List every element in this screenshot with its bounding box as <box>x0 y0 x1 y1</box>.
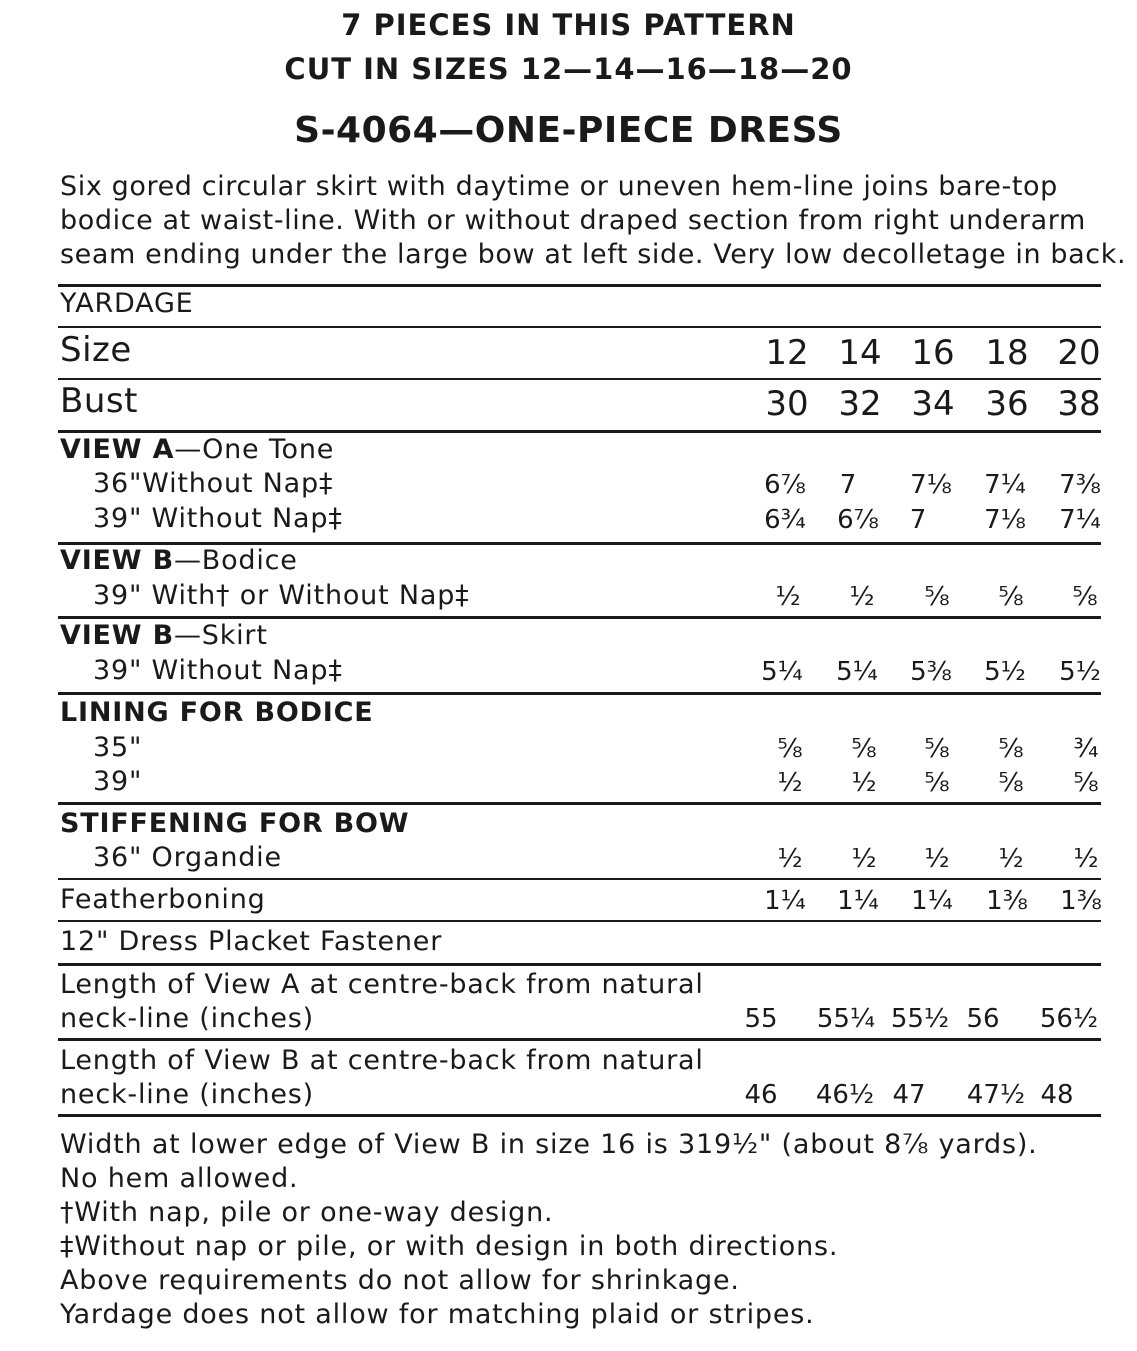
yardage-value: 7¼ <box>984 470 1026 500</box>
length-value: 47½ <box>966 1080 1026 1110</box>
yardage-value: 7⅛ <box>910 470 952 500</box>
yardage-value: 7¼ <box>1059 505 1101 535</box>
description-line: seam ending under the large bow at left side. Very low decolletage in back. <box>60 239 1127 270</box>
footnote-line: Above requirements do not allow for shrinkage. <box>60 1265 740 1296</box>
yardage-value: ½ <box>924 844 950 874</box>
yardage-value: ½ <box>849 582 875 612</box>
yardage-value: ⅝ <box>1072 582 1098 612</box>
featherboning-label: Featherboning <box>60 884 266 915</box>
divider <box>58 920 1101 922</box>
yardage-label: YARDAGE <box>60 288 194 319</box>
stiffening-title: STIFFENING FOR BOW <box>60 808 410 839</box>
yardage-value: 6⅞ <box>837 505 879 535</box>
yardage-value: ½ <box>775 582 801 612</box>
footnote-line: Yardage does not allow for matching plaid or stripes. <box>60 1299 815 1330</box>
stiffening-row-label: 36" Organdie <box>93 842 282 873</box>
footnote-line: ‡Without nap or pile, or with design in both directions. <box>60 1231 839 1262</box>
description-line: Six gored circular skirt with daytime or uneven hem-line joins bare-top <box>60 171 1058 202</box>
yardage-value: 7⅛ <box>984 505 1026 535</box>
size-label: Size <box>60 330 132 370</box>
yardage-value: ⅝ <box>924 582 950 612</box>
footnote-line: No hem allowed. <box>60 1163 299 1194</box>
length-value: 47 <box>892 1080 926 1110</box>
yardage-value: 6¾ <box>764 505 806 535</box>
length-value: 55¼ <box>816 1004 876 1034</box>
view-b-title: VIEW B <box>60 545 174 576</box>
length-value: 56½ <box>1039 1004 1099 1034</box>
lining-row-label: 35" <box>93 732 143 763</box>
footnote-line: Width at lower edge of View B in size 16 is 319½" (about 8⅞ yards). <box>60 1129 1038 1160</box>
yardage-value: 7 <box>839 470 857 500</box>
view-a-row-label: 39" Without Nap‡ <box>93 503 343 534</box>
size-value: 16 <box>911 333 955 373</box>
view-b-subtitle: —Skirt <box>173 620 268 651</box>
divider <box>58 430 1101 433</box>
length-value: 48 <box>1040 1080 1074 1110</box>
divider <box>58 1114 1101 1117</box>
divider <box>58 326 1101 328</box>
lining-title: LINING FOR BODICE <box>60 697 374 728</box>
placket-label: 12" Dress Placket Fastener <box>60 926 443 957</box>
yardage-value: 6⅞ <box>764 470 806 500</box>
yardage-value: ⅝ <box>998 582 1024 612</box>
divider <box>58 802 1101 805</box>
yardage-value: ⅝ <box>998 768 1024 798</box>
footnotes <box>60 1128 1120 1332</box>
bust-value: 34 <box>911 384 955 424</box>
yardage-value: ⅝ <box>777 734 803 764</box>
divider <box>58 284 1101 287</box>
lining-row-label: 39" <box>93 766 143 797</box>
divider <box>58 963 1101 966</box>
length-value: 55½ <box>890 1004 950 1034</box>
yardage-value: 5¼ <box>761 657 803 687</box>
yardage-value: ¾ <box>1073 734 1099 764</box>
view-a-heading <box>60 434 334 465</box>
length-a-label-line2: neck-line (inches) <box>60 1003 314 1034</box>
length-value: 46½ <box>815 1080 875 1110</box>
stiffening-heading <box>60 808 409 839</box>
yardage-value: 5½ <box>1059 657 1101 687</box>
pattern-title: S-4064—ONE-PIECE DRESS <box>294 110 843 151</box>
view-b-subtitle: —Bodice <box>173 545 298 576</box>
view-a-subtitle: —One Tone <box>174 434 335 465</box>
lining-heading <box>60 697 374 728</box>
length-b-label-line2: neck-line (inches) <box>60 1079 314 1110</box>
bust-value: 38 <box>1057 384 1101 424</box>
yardage-value: ⅝ <box>924 768 950 798</box>
yardage-value: 5¼ <box>836 657 878 687</box>
length-value: 46 <box>744 1080 778 1110</box>
size-value: 20 <box>1057 333 1101 373</box>
yardage-value: 1¼ <box>764 886 806 916</box>
yardage-value: 1⅜ <box>986 886 1028 916</box>
view-b-skirt-row-label: 39" Without Nap‡ <box>93 655 343 686</box>
view-b-bodice-row-label: 39" With† or Without Nap‡ <box>93 580 470 611</box>
yardage-value: 7⅜ <box>1059 470 1101 500</box>
yardage-value: ½ <box>851 844 877 874</box>
yardage-value: 1¼ <box>911 886 953 916</box>
sizes-heading: CUT IN SIZES 12—14—16—18—20 <box>284 52 853 86</box>
view-b-bodice-heading <box>60 545 298 576</box>
yardage-value: ½ <box>851 768 877 798</box>
divider <box>58 692 1101 695</box>
length-value: 56 <box>966 1004 1000 1034</box>
bust-value: 30 <box>765 384 809 424</box>
bust-value: 36 <box>985 384 1029 424</box>
yardage-value: ½ <box>777 844 803 874</box>
length-a-label-line1: Length of View A at centre-back from natural <box>60 969 704 1000</box>
footnote-line: †With nap, pile or one-way design. <box>60 1197 554 1228</box>
divider <box>58 378 1101 380</box>
length-value: 55 <box>744 1004 778 1034</box>
yardage-value: ⅝ <box>851 734 877 764</box>
yardage-value: ½ <box>777 768 803 798</box>
divider <box>58 878 1101 880</box>
view-a-row-label: 36"Without Nap‡ <box>93 468 334 499</box>
size-value: 12 <box>765 333 809 373</box>
bust-value: 32 <box>838 384 882 424</box>
length-b-label-line1: Length of View B at centre-back from natural <box>60 1045 704 1076</box>
yardage-value: 7 <box>909 505 927 535</box>
yardage-value: ⅝ <box>1073 768 1099 798</box>
yardage-value: ½ <box>1073 844 1099 874</box>
yardage-value: ⅝ <box>924 734 950 764</box>
view-b-skirt-heading <box>60 620 268 651</box>
view-a-title: VIEW A <box>60 434 175 465</box>
pattern-description <box>60 170 1127 272</box>
yardage-value: 1⅜ <box>1060 886 1102 916</box>
description-line: bodice at waist-line. With or without draped section from right underarm <box>60 205 1086 236</box>
divider <box>58 616 1101 619</box>
divider <box>58 1038 1101 1041</box>
yardage-value: ⅝ <box>998 734 1024 764</box>
size-value: 18 <box>985 333 1029 373</box>
bust-label: Bust <box>60 381 138 421</box>
view-b-title: VIEW B <box>60 620 174 651</box>
pieces-heading: 7 PIECES IN THIS PATTERN <box>341 8 796 42</box>
yardage-value: 1¼ <box>837 886 879 916</box>
yardage-value: ½ <box>998 844 1024 874</box>
size-value: 14 <box>838 333 882 373</box>
yardage-value: 5½ <box>984 657 1026 687</box>
yardage-value: 5⅜ <box>910 657 952 687</box>
